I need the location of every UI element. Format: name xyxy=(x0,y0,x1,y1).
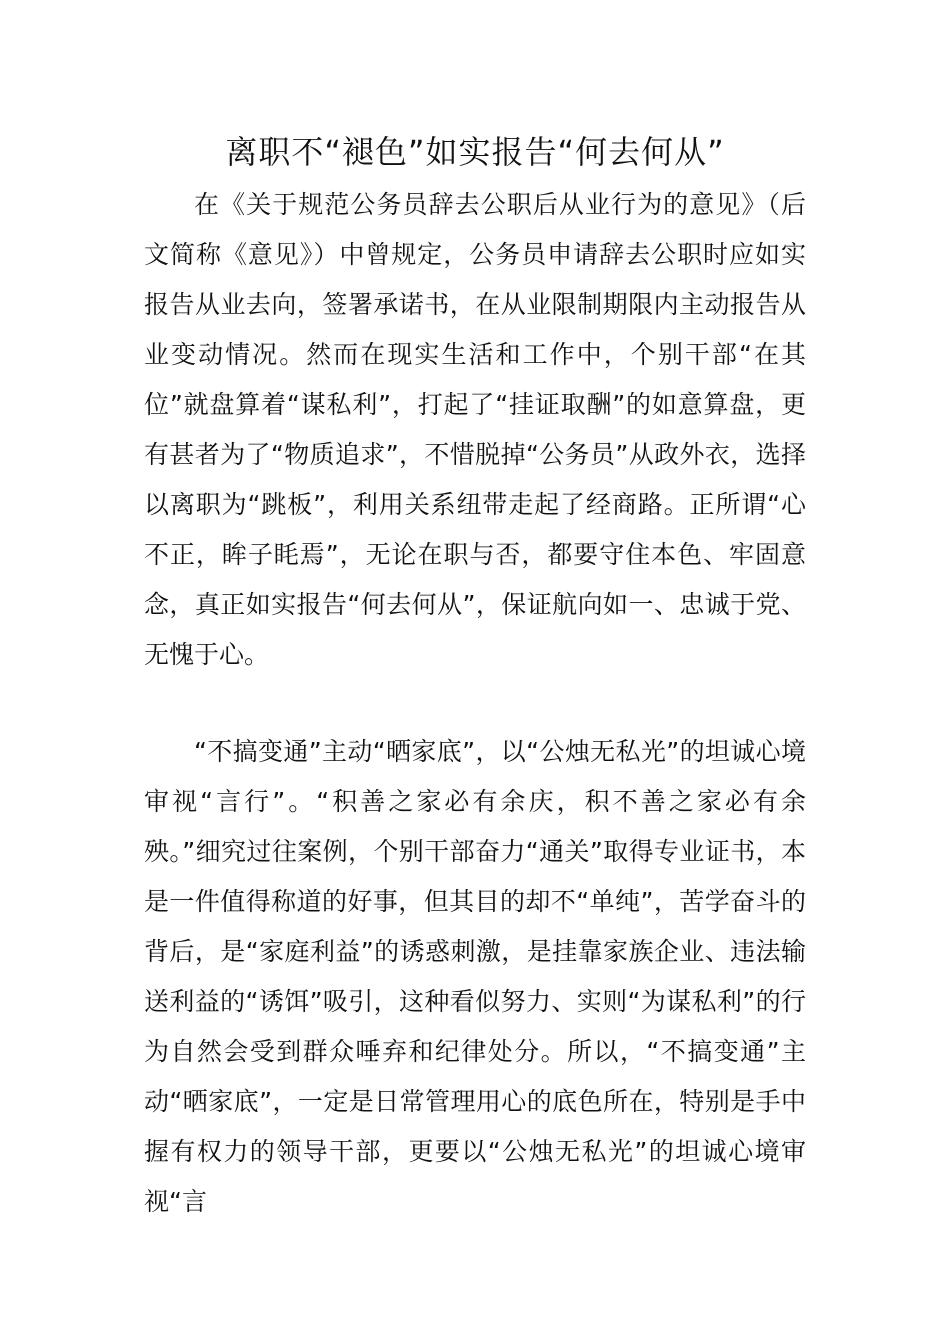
paragraph-2: “不搞变通”主动“晒家底”，以“公烛无私光”的坦诚心境审视“言行”。“积善之家必有余庆，积不善之家必有余殃。”细究过往案例，个别干部奋力“通关”取得专业证书，本是一件值得称道的好事，但其目的却不“单纯”，苦学奋斗的背后，是“家庭利益”的诱惑刺激，是挂靠家族企业、违法输送利益的“诱饵”吸引，这种看似努力、实则“为谋私利”的行为自然会受到群众唾弃和纪律处分。所以，“不搞变通”主动“晒家底”，一定是日常管理用心的底色所在，特别是手中握有权力的领导干部，更要以“公烛无私光”的坦诚心境审视“言 xyxy=(144,737,806,1216)
paragraph-1: 在《关于规范公务员辞去公职后从业行为的意见》（后文简称《意见》）中曾规定，公务员申请辞去公职时应如实报告从业去向，签署承诺书，在从业限制期限内主动报告从业变动情况。然而在现实生活和工作中，个别干部“在其位”就盘算着“谋私利”，打起了“挂证取酬”的如意算盘，更有甚者为了“物质追求”，不惜脱掉“公务员”从政外衣，选择以离职为“跳板”，利用关系纽带走起了经商路。正所谓“心不正，眸子眊焉”，无论在职与否，都要守住本色、牢固意念，真正如实报告“何去何从”，保证航向如一、忠诚于党、无愧于心。 xyxy=(144,190,806,669)
document-title: 离职不“褪色”如实报告“何去何从” xyxy=(225,133,725,171)
